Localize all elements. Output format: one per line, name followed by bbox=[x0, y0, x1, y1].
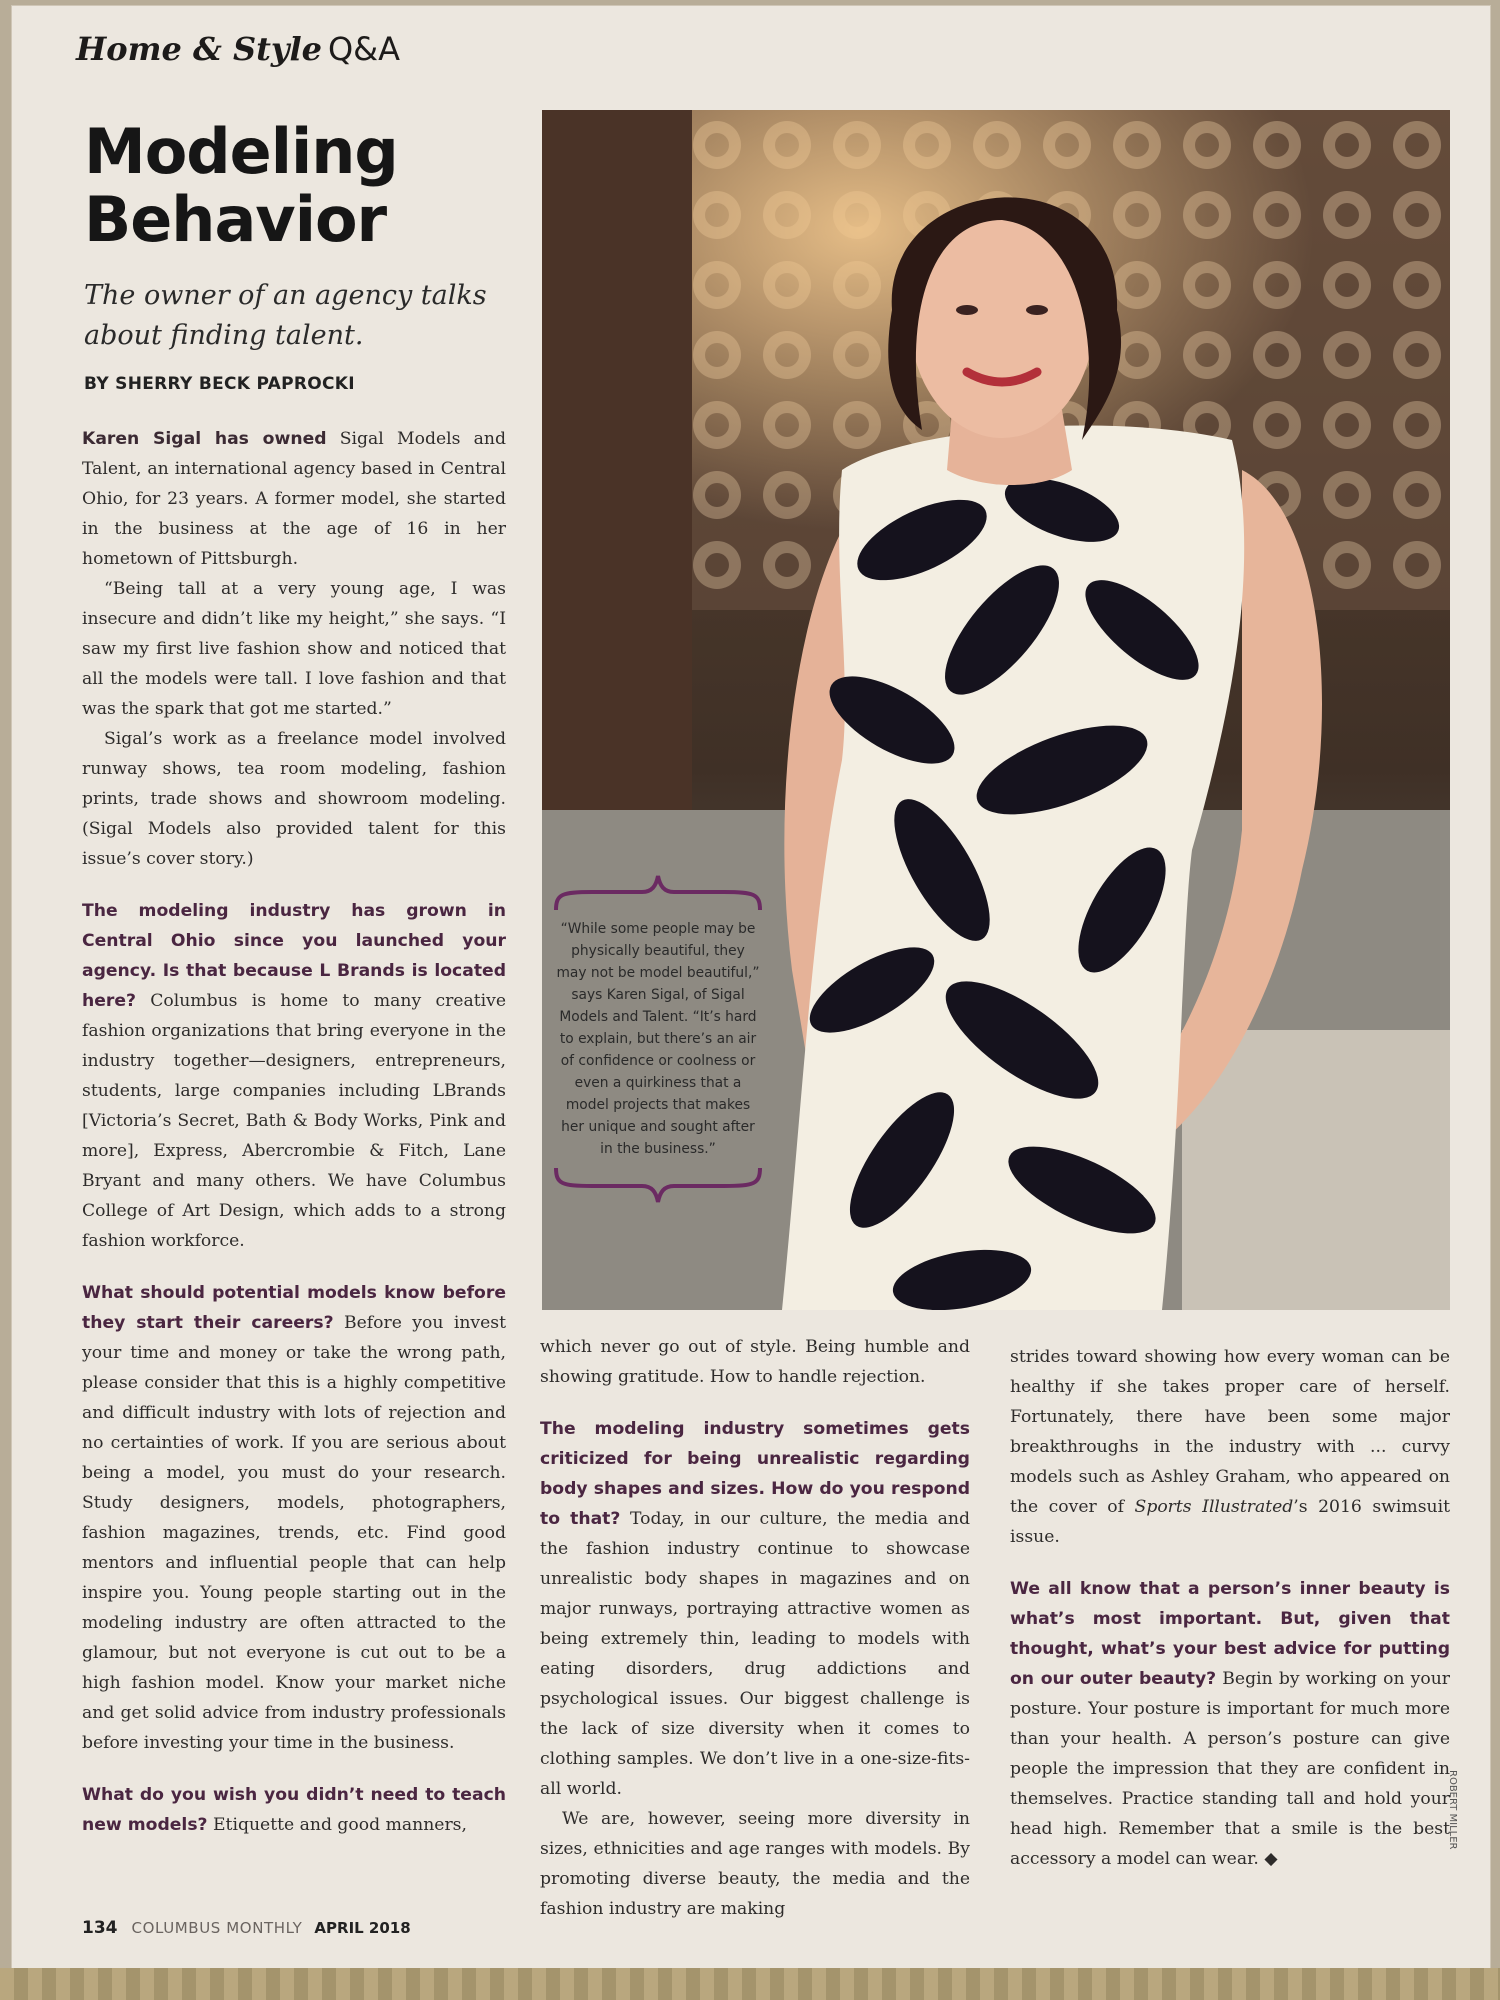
answer-4-cont-end: ’s 2016 swimsuit issue. bbox=[1010, 1497, 1450, 1547]
headline: Modeling Behavior bbox=[84, 115, 398, 256]
magazine-title: Sports Illustrated bbox=[1134, 1497, 1294, 1517]
photo-credit: ROBERT MILLER bbox=[1447, 1770, 1458, 1850]
question-4: The modeling industry sometimes gets criticized for being unrealistic regarding body shapes and sizes. How do you respond to that? bbox=[540, 1419, 970, 1529]
magazine-name: COLUMBUS MONTHLY bbox=[131, 1919, 303, 1937]
question-5: We all know that a person’s inner beauty is what’s most important. But, given that thought, what’s your best advice for putting on our outer beauty? bbox=[1010, 1579, 1450, 1689]
pull-quote bbox=[552, 872, 764, 1206]
intro-paragraph-2: “Being tall at a very young age, I was insecure and didn’t like my height,” she says. “I saw my first live fashion show and noticed that all the models were tall. I love fashion and that was the spark that got me started.” bbox=[82, 579, 506, 719]
background-surface bbox=[0, 1968, 1500, 2000]
question-1: The modeling industry has grown in Central Ohio since you launched your agency. Is that because L Brands is located here? bbox=[82, 901, 506, 1011]
intro-paragraph-1 bbox=[82, 424, 506, 574]
top-brace-icon bbox=[552, 872, 764, 912]
bottom-brace-icon bbox=[552, 1166, 764, 1206]
answer-5: Begin by working on your posture. Your posture is important for much more than your health. A person’s posture can give people the impression that they are confident in themselves. Practice standing tall and hold your head high. Remember that a smile is the best accessory a model can wear. ◆ bbox=[1010, 1669, 1451, 1869]
qa-1 bbox=[82, 896, 506, 1256]
column-2 bbox=[540, 1332, 970, 1924]
byline: BY SHERRY BECK PAPROCKI bbox=[84, 374, 355, 394]
section-brand: Home & Style bbox=[76, 30, 322, 68]
qa-4 bbox=[540, 1414, 970, 1804]
answer-4-cont-text: strides toward showing how every woman can be healthy if she takes proper care of herself. Fortunately, there have been some major breakthroughs in the industry with ... curvy models such as Ashley Graham, who appeared on the cover of bbox=[1010, 1347, 1450, 1517]
page-number: 134 bbox=[82, 1918, 118, 1938]
qa-5 bbox=[1010, 1574, 1450, 1874]
answer-1: Columbus is home to many creative fashion organizations that bring everyone in the industry together—designers, entrepreneurs, students, large companies including LBrands [Victoria’s Secret, Bath & Body Works, Pink and more], Express, Abercrombie & Fitch, Lane Bryant and many others. We have Columbus College of Art Design, which adds to a strong fashion workforce. bbox=[82, 991, 506, 1251]
pull-quote-text: “While some people may be physically beautiful, they may not be model beautiful,” says Karen Sigal, of Sigal Models and Talent. “It’s hard to explain, but there’s an air of confidence or coolness or even a quirkiness that a model projects that makes her unique and sought after in the business.” bbox=[556, 921, 760, 1157]
dek: The owner of an agency talks about finding talent. bbox=[84, 280, 487, 351]
column-3 bbox=[1010, 1342, 1450, 1874]
section-label: Q&A bbox=[327, 30, 400, 68]
answer-3: Etiquette and good manners, bbox=[207, 1815, 467, 1835]
issue-date: APRIL 2018 bbox=[314, 1919, 411, 1937]
qa-2 bbox=[82, 1278, 506, 1758]
answer-4-paragraph-2-continued bbox=[1010, 1342, 1450, 1552]
answer-2: Before you invest your time and money or take the wrong path, please consider that this is a highly competitive and difficult industry with lots of rejection and no certainties of work. If you are serious about being a model, you must do your research. Study designers, models, photographers, fashion magazines, trends, etc. Find good mentors and influential people that can help inspire you. Young people starting out in the modeling industry are often attracted to the glamour, but not everyone is cut out to be a high fashion model. Know your market niche and get solid advice from industry professionals before investing your time in the business. bbox=[82, 1313, 507, 1753]
section-header bbox=[76, 30, 400, 68]
qa-3 bbox=[82, 1780, 506, 1840]
question-3: What do you wish you didn’t need to teach new models? bbox=[82, 1785, 506, 1835]
question-2: What should potential models know before they start their careers? bbox=[82, 1283, 506, 1333]
intro-p1-text: Sigal Models and Talent, an international agency based in Central Ohio, for 23 years. A former model, she started in the business at the age of 16 in her hometown of Pittsburgh. bbox=[82, 429, 507, 569]
answer-4-paragraph-2: We are, however, seeing more diversity in sizes, ethnicities and age ranges with models. By promoting diverse beauty, the media and the fashion industry are making bbox=[540, 1809, 970, 1919]
page-footer bbox=[82, 1918, 411, 1938]
intro-lead: Karen Sigal has owned bbox=[82, 429, 327, 449]
answer-3-continued: which never go out of style. Being humble and showing gratitude. How to handle rejection. bbox=[540, 1337, 970, 1387]
answer-4: Today, in our culture, the media and the fashion industry continue to showcase unrealistic body shapes in magazines and on major runways, portraying attractive women as being extremely thin, leading to models with eating disorders, drug addictions and psychological issues. Our biggest challenge is the lack of size diversity when it comes to clothing samples. We don’t live in a one-size-fits-all world. bbox=[540, 1509, 970, 1799]
intro-paragraph-3: Sigal’s work as a freelance model involved runway shows, tea room modeling, fashion prints, trade shows and showroom modeling. (Sigal Models also provided talent for this issue’s cover story.) bbox=[82, 729, 506, 869]
column-1 bbox=[82, 424, 506, 1840]
